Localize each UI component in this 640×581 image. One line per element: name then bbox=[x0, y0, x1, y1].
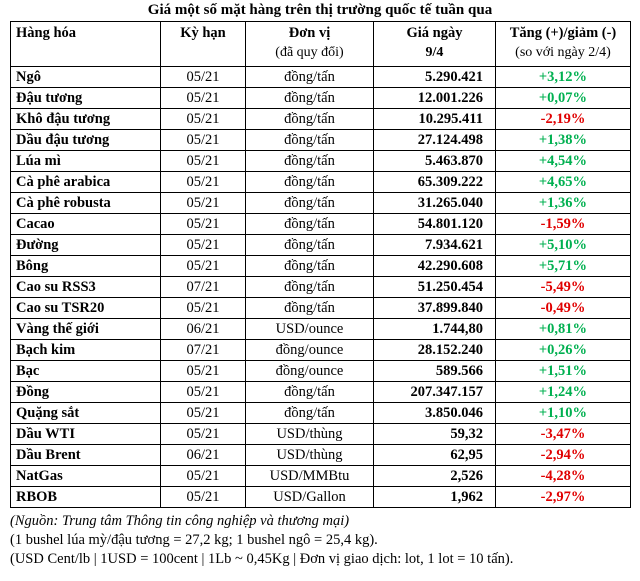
commodity-cell: Dầu WTI bbox=[11, 424, 161, 445]
table-row bbox=[11, 277, 631, 298]
term-cell: 05/21 bbox=[161, 172, 246, 193]
change-cell: +1,36% bbox=[496, 193, 631, 214]
price-cell: 42.290.608 bbox=[374, 256, 496, 277]
price-cell: 12.001.226 bbox=[374, 88, 496, 109]
commodity-cell: Quặng sắt bbox=[11, 403, 161, 424]
price-cell: 54.801.120 bbox=[374, 214, 496, 235]
commodity-cell: Lúa mì bbox=[11, 151, 161, 172]
unit-cell: đồng/tấn bbox=[246, 256, 374, 277]
commodity-cell: Đậu tương bbox=[11, 88, 161, 109]
unit-cell: đồng/tấn bbox=[246, 403, 374, 424]
price-cell: 7.934.621 bbox=[374, 235, 496, 256]
change-cell: -3,47% bbox=[496, 424, 631, 445]
unit-cell: USD/MMBtu bbox=[246, 466, 374, 487]
table-row bbox=[11, 88, 631, 109]
term-cell: 05/21 bbox=[161, 193, 246, 214]
change-cell: +0,07% bbox=[496, 88, 631, 109]
unit-cell: đồng/tấn bbox=[246, 172, 374, 193]
term-cell: 05/21 bbox=[161, 151, 246, 172]
commodity-cell: Bông bbox=[11, 256, 161, 277]
price-cell: 59,32 bbox=[374, 424, 496, 445]
unit-cell: USD/thùng bbox=[246, 424, 374, 445]
table-row bbox=[11, 466, 631, 487]
table-title: Giá một số mặt hàng trên thị trường quốc tế tuần qua bbox=[147, 2, 493, 18]
table-row bbox=[11, 151, 631, 172]
term-cell: 07/21 bbox=[161, 340, 246, 361]
table-row bbox=[11, 382, 631, 403]
commodity-cell: Dầu đậu tương bbox=[11, 130, 161, 151]
change-cell: -5,49% bbox=[496, 277, 631, 298]
unit-cell: USD/thùng bbox=[246, 445, 374, 466]
price-cell: 5.290.421 bbox=[374, 67, 496, 88]
change-cell: -4,28% bbox=[496, 466, 631, 487]
commodity-cell: Khô đậu tương bbox=[11, 109, 161, 130]
term-cell: 06/21 bbox=[161, 445, 246, 466]
price-cell: 27.124.498 bbox=[374, 130, 496, 151]
change-cell: +0,26% bbox=[496, 340, 631, 361]
footnotes bbox=[10, 512, 635, 569]
term-cell: 05/21 bbox=[161, 487, 246, 508]
term-cell: 05/21 bbox=[161, 109, 246, 130]
change-cell: -1,59% bbox=[496, 214, 631, 235]
table-row bbox=[11, 424, 631, 445]
price-cell: 2,526 bbox=[374, 466, 496, 487]
change-cell: +4,54% bbox=[496, 151, 631, 172]
bushel-note: (1 bushel lúa mỳ/đậu tương = 27,2 kg; 1 bushel ngô = 25,4 kg). bbox=[10, 532, 378, 548]
commodity-cell: Cao su TSR20 bbox=[11, 298, 161, 319]
commodity-cell: Bạc bbox=[11, 361, 161, 382]
price-cell: 207.347.157 bbox=[374, 382, 496, 403]
unit-cell: đồng/tấn bbox=[246, 130, 374, 151]
table-row bbox=[11, 214, 631, 235]
table-row bbox=[11, 235, 631, 256]
term-cell: 05/21 bbox=[161, 235, 246, 256]
header-row bbox=[11, 22, 631, 67]
price-cell: 37.899.840 bbox=[374, 298, 496, 319]
commodity-cell: Bạch kim bbox=[11, 340, 161, 361]
change-cell: +5,10% bbox=[496, 235, 631, 256]
header-unit: Đơn vị (đã quy đổi) bbox=[246, 22, 374, 67]
price-cell: 65.309.222 bbox=[374, 172, 496, 193]
change-cell: +1,10% bbox=[496, 403, 631, 424]
term-cell: 06/21 bbox=[161, 319, 246, 340]
price-cell: 1,962 bbox=[374, 487, 496, 508]
commodity-cell: Cao su RSS3 bbox=[11, 277, 161, 298]
change-cell: +1,24% bbox=[496, 382, 631, 403]
table-row bbox=[11, 172, 631, 193]
change-cell: -2,94% bbox=[496, 445, 631, 466]
commodity-cell: Đường bbox=[11, 235, 161, 256]
term-cell: 05/21 bbox=[161, 67, 246, 88]
change-cell: +4,65% bbox=[496, 172, 631, 193]
term-cell: 05/21 bbox=[161, 361, 246, 382]
term-cell: 05/21 bbox=[161, 88, 246, 109]
table-row bbox=[11, 487, 631, 508]
table-row bbox=[11, 361, 631, 382]
change-cell: +1,38% bbox=[496, 130, 631, 151]
unit-note: (USD Cent/lb | 1USD = 100cent | 1Lb ~ 0,45Kg | Đơn vị giao dịch: lot, 1 lot = 10 tấn). bbox=[10, 551, 514, 567]
commodity-cell: RBOB bbox=[11, 487, 161, 508]
commodity-cell: Đồng bbox=[11, 382, 161, 403]
change-cell: -2,19% bbox=[496, 109, 631, 130]
commodity-cell: Vàng thế giới bbox=[11, 319, 161, 340]
unit-cell: đồng/tấn bbox=[246, 382, 374, 403]
table-row bbox=[11, 130, 631, 151]
price-cell: 3.850.046 bbox=[374, 403, 496, 424]
term-cell: 05/21 bbox=[161, 130, 246, 151]
price-cell: 10.295.411 bbox=[374, 109, 496, 130]
commodity-cell: Dầu Brent bbox=[11, 445, 161, 466]
commodity-price-table bbox=[10, 21, 631, 508]
change-cell: +3,12% bbox=[496, 67, 631, 88]
unit-cell: đồng/ounce bbox=[246, 340, 374, 361]
change-cell: +0,81% bbox=[496, 319, 631, 340]
term-cell: 07/21 bbox=[161, 277, 246, 298]
price-cell: 1.744,80 bbox=[374, 319, 496, 340]
term-cell: 05/21 bbox=[161, 466, 246, 487]
term-cell: 05/21 bbox=[161, 382, 246, 403]
table-row bbox=[11, 340, 631, 361]
table-row bbox=[11, 109, 631, 130]
change-cell: +5,71% bbox=[496, 256, 631, 277]
unit-cell: đồng/tấn bbox=[246, 109, 374, 130]
term-cell: 05/21 bbox=[161, 298, 246, 319]
source-note: (Nguồn: Trung tâm Thông tin công nghiệp và thương mại) bbox=[10, 513, 350, 529]
unit-cell: đồng/tấn bbox=[246, 151, 374, 172]
header-term: Kỳ hạn bbox=[161, 22, 246, 67]
unit-cell: đồng/tấn bbox=[246, 277, 374, 298]
commodity-cell: Cà phê robusta bbox=[11, 193, 161, 214]
price-cell: 5.463.870 bbox=[374, 151, 496, 172]
unit-cell: đồng/tấn bbox=[246, 67, 374, 88]
price-cell: 62,95 bbox=[374, 445, 496, 466]
change-cell: +1,51% bbox=[496, 361, 631, 382]
unit-cell: USD/ounce bbox=[246, 319, 374, 340]
change-cell: -2,97% bbox=[496, 487, 631, 508]
unit-cell: đồng/ounce bbox=[246, 361, 374, 382]
price-cell: 51.250.454 bbox=[374, 277, 496, 298]
table-row bbox=[11, 445, 631, 466]
table-row bbox=[11, 403, 631, 424]
header-unit-sub: (đã quy đổi) bbox=[275, 45, 344, 60]
price-cell: 31.265.040 bbox=[374, 193, 496, 214]
header-price: Giá ngày 9/4 bbox=[374, 22, 496, 67]
price-cell: 589.566 bbox=[374, 361, 496, 382]
unit-cell: USD/Gallon bbox=[246, 487, 374, 508]
commodity-cell: Cà phê arabica bbox=[11, 172, 161, 193]
commodity-cell: Cacao bbox=[11, 214, 161, 235]
commodity-cell: NatGas bbox=[11, 466, 161, 487]
table-row bbox=[11, 193, 631, 214]
unit-cell: đồng/tấn bbox=[246, 298, 374, 319]
unit-cell: đồng/tấn bbox=[246, 235, 374, 256]
unit-cell: đồng/tấn bbox=[246, 88, 374, 109]
table-row bbox=[11, 319, 631, 340]
unit-cell: đồng/tấn bbox=[246, 193, 374, 214]
term-cell: 05/21 bbox=[161, 214, 246, 235]
term-cell: 05/21 bbox=[161, 256, 246, 277]
table-row bbox=[11, 256, 631, 277]
header-change: Tăng (+)/giảm (-) (so với ngày 2/4) bbox=[496, 22, 631, 67]
header-price-sub: 9/4 bbox=[425, 45, 444, 60]
header-commodity: Hàng hóa bbox=[11, 22, 161, 67]
term-cell: 05/21 bbox=[161, 424, 246, 445]
table-row bbox=[11, 298, 631, 319]
change-cell: -0,49% bbox=[496, 298, 631, 319]
unit-cell: đồng/tấn bbox=[246, 214, 374, 235]
header-change-sub: (so với ngày 2/4) bbox=[515, 45, 611, 60]
price-cell: 28.152.240 bbox=[374, 340, 496, 361]
commodity-cell: Ngô bbox=[11, 67, 161, 88]
term-cell: 05/21 bbox=[161, 403, 246, 424]
table-row bbox=[11, 67, 631, 88]
